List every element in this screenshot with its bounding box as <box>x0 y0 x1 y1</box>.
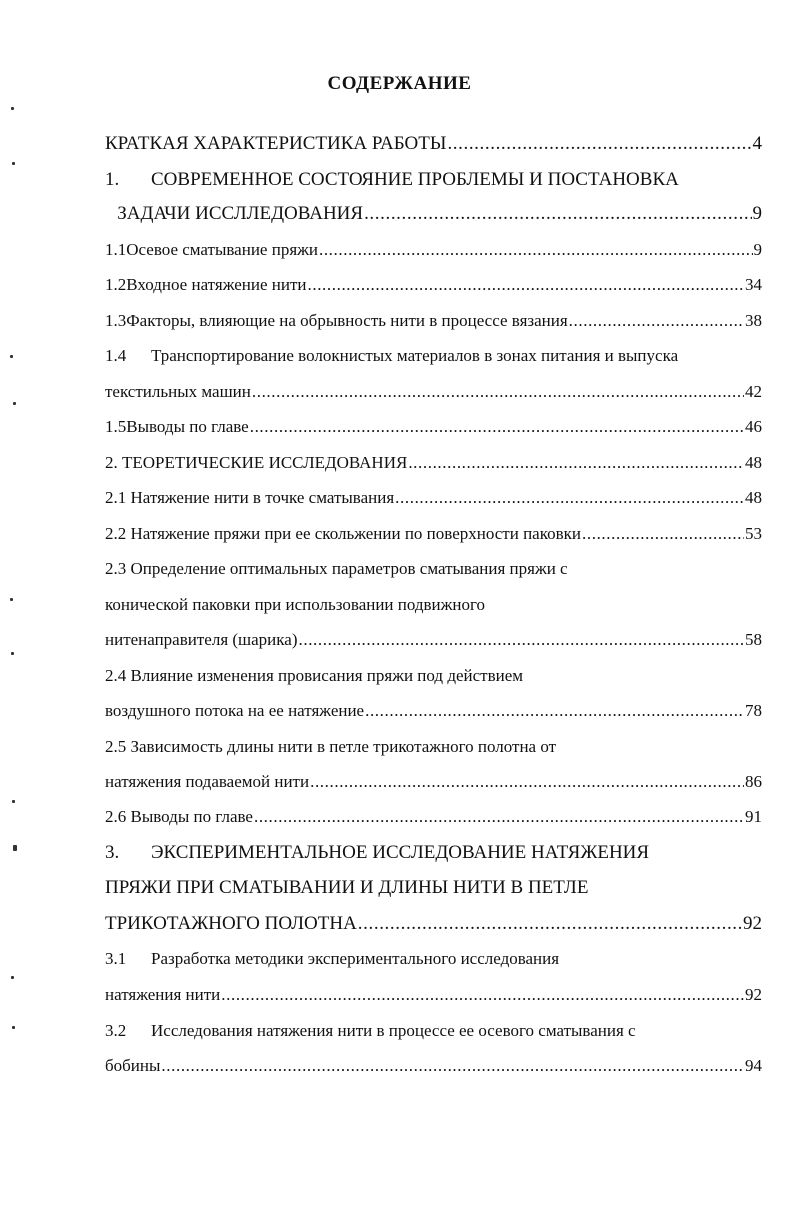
toc-text: текстильных машин <box>105 382 251 401</box>
toc-text: нитенаправителя (шарика) <box>105 630 298 649</box>
toc-entry-2-2 <box>105 524 762 548</box>
leader-dots <box>308 275 745 295</box>
toc-number: 3.2 <box>105 1021 127 1040</box>
scan-speck <box>10 355 13 358</box>
leader-dots <box>161 1056 744 1076</box>
toc-page: 9 <box>752 203 762 224</box>
toc-entry-2-5-cont <box>105 772 762 796</box>
leader-dots <box>365 701 744 721</box>
toc-entry-summary <box>105 133 762 157</box>
toc-page: 92 <box>743 913 762 934</box>
toc-entry-2-4-cont <box>105 701 762 725</box>
toc-number: 1.2 <box>105 275 127 294</box>
toc-page: 4 <box>752 133 762 154</box>
toc-entry-1-2 <box>105 275 762 299</box>
leader-dots <box>252 382 744 402</box>
leader-dots <box>221 985 744 1005</box>
toc-text: 2.3 Определение оптимальных параметров сматывания пряжи с <box>105 559 568 578</box>
toc-entry-3-1 <box>105 949 762 973</box>
toc-entry-2-1 <box>105 488 762 512</box>
leader-dots <box>254 807 744 827</box>
toc-page: 48 <box>745 488 762 507</box>
toc-entry-3-2 <box>105 1021 762 1045</box>
toc-entry-3-2-cont <box>105 1056 762 1080</box>
toc-entry-chapter-3-cont2 <box>105 913 762 937</box>
toc-page: 86 <box>745 772 762 791</box>
leader-dots <box>299 630 745 650</box>
toc-text: ТРИКОТАЖНОГО ПОЛОТНА <box>105 913 357 934</box>
toc-entry-2-3-cont <box>105 595 762 619</box>
toc-number: 1.5 <box>105 417 127 436</box>
leader-dots <box>250 417 744 437</box>
toc-text: ПРЯЖИ ПРИ СМАТЫВАНИИ И ДЛИНЫ НИТИ В ПЕТЛЕ <box>105 877 589 898</box>
toc-text: натяжения подаваемой нити <box>105 772 310 791</box>
toc-text: натяжения нити <box>105 985 221 1004</box>
toc-page: 34 <box>745 275 762 294</box>
toc-entry-chapter-2 <box>105 453 762 477</box>
toc-entry-1-5 <box>105 417 762 441</box>
scan-speck <box>13 402 16 405</box>
toc-page: 91 <box>745 807 762 826</box>
toc-text: Входное натяжение нити <box>126 275 307 294</box>
leader-dots <box>310 772 744 792</box>
toc-entry-chapter-3-cont <box>105 877 762 901</box>
toc-text: ЭКСПЕРИМЕНТАЛЬНОЕ ИССЛЕДОВАНИЕ НАТЯЖЕНИЯ <box>151 842 650 863</box>
toc-text: Разработка методики экспериментального исследования <box>151 949 560 968</box>
toc-page: 92 <box>745 985 762 1004</box>
toc-page: 38 <box>745 311 762 330</box>
toc-page: 48 <box>745 453 762 472</box>
toc-page: 78 <box>745 701 762 720</box>
toc-text: Факторы, влияющие на обрывность нити в процессе вязания <box>126 311 568 330</box>
scan-speck <box>10 598 13 601</box>
toc-text: Транспортирование волокнистых материалов в зонах питания и выпуска <box>151 346 679 365</box>
page-title: СОДЕРЖАНИЕ <box>327 73 472 94</box>
toc-page: 53 <box>745 524 762 543</box>
toc-entry-2-4 <box>105 666 762 690</box>
toc-entry-2-3-cont2 <box>105 630 762 654</box>
toc-entry-chapter-1-cont <box>105 203 762 227</box>
toc-number: 1.3 <box>105 311 127 330</box>
toc-number: 3. <box>105 842 120 863</box>
toc-entry-1-1 <box>105 240 762 264</box>
toc-text: КРАТКАЯ ХАРАКТЕРИСТИКА РАБОТЫ <box>105 133 447 154</box>
toc-number: 1. <box>105 169 120 190</box>
toc-text: бобины <box>105 1056 161 1075</box>
toc-entry-3-1-cont <box>105 985 762 1009</box>
toc-page: 94 <box>745 1056 762 1075</box>
scan-speck <box>12 162 15 165</box>
toc-text: Исследования натяжения нити в процессе ее осевого сматывания с <box>151 1021 636 1040</box>
leader-dots <box>569 311 744 331</box>
toc-entry-2-6 <box>105 807 762 831</box>
toc-page: 9 <box>753 240 762 259</box>
toc-entry-2-5 <box>105 737 762 761</box>
toc-text: СОВРЕМЕННОЕ СОСТОЯНИЕ ПРОБЛЕМЫ И ПОСТАНОВКА <box>151 169 679 190</box>
leader-dots <box>364 203 751 225</box>
toc-entry-2-3 <box>105 559 762 583</box>
leader-dots <box>408 453 744 473</box>
scan-speck <box>11 652 14 655</box>
toc-text: 2.4 Влияние изменения провисания пряжи под действием <box>105 666 524 685</box>
leader-dots <box>319 240 753 260</box>
toc-text: 2. ТЕОРЕТИЧЕСКИЕ ИССЛЕДОВАНИЯ <box>105 453 408 472</box>
toc-text: 2.2 Натяжение пряжи при ее скольжении по поверхности паковки <box>105 524 582 543</box>
leader-dots <box>447 133 751 155</box>
scan-speck <box>11 976 14 979</box>
toc-page: 58 <box>745 630 762 649</box>
leader-dots <box>358 913 742 935</box>
toc-entry-1-4 <box>105 346 762 370</box>
toc-text: Выводы по главе <box>126 417 249 436</box>
leader-dots <box>582 524 744 544</box>
scan-speck <box>12 800 15 803</box>
toc-entry-1-3 <box>105 311 762 335</box>
toc-number: 1.4 <box>105 346 127 365</box>
toc-text: 2.6 Выводы по главе <box>105 807 253 826</box>
toc-number: 1.1 <box>105 240 127 259</box>
scan-speck <box>11 107 14 110</box>
toc-text: ЗАДАЧИ ИССЛЛЕДОВАНИЯ <box>117 203 364 224</box>
leader-dots <box>395 488 744 508</box>
toc-page: 46 <box>745 417 762 436</box>
toc-text: 2.5 Зависимость длины нити в петле трикотажного полотна от <box>105 737 557 756</box>
scan-speck <box>12 1026 15 1029</box>
toc-text: 2.1 Натяжение нити в точке сматывания <box>105 488 395 507</box>
toc-number: 3.1 <box>105 949 127 968</box>
toc-entry-chapter-3 <box>105 842 762 866</box>
toc-entry-1-4-cont <box>105 382 762 406</box>
toc-text: воздушного потока на ее натяжение <box>105 701 365 720</box>
scan-speck <box>13 845 17 851</box>
toc-page: 42 <box>745 382 762 401</box>
toc-entry-chapter-1 <box>105 169 762 193</box>
toc-text: Осевое сматывание пряжи <box>126 240 318 259</box>
toc-text: конической паковки при использовании подвижного <box>105 595 486 614</box>
